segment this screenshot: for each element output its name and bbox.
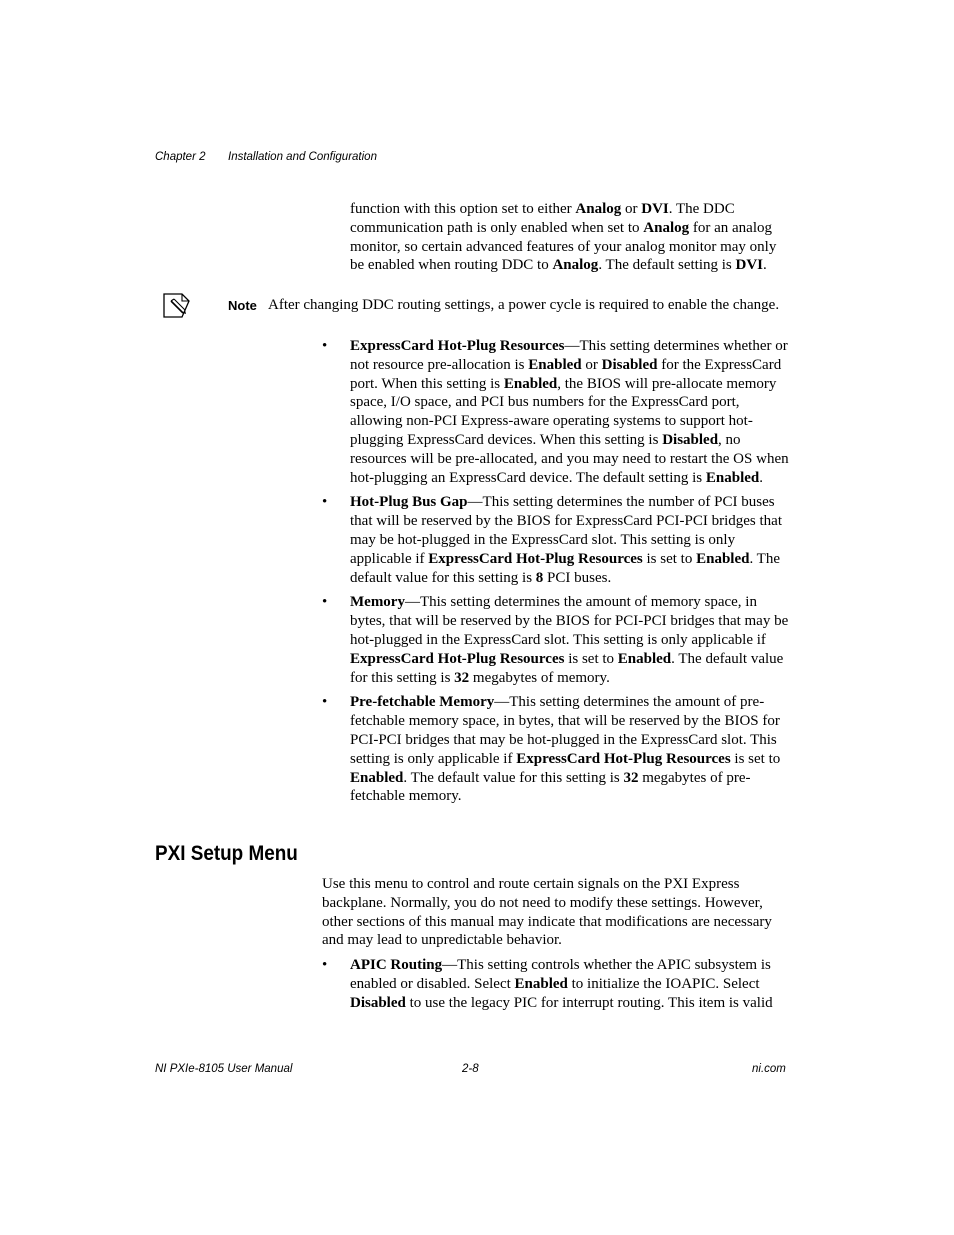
note-text: After changing DDC routing settings, a power cycle is required to enable the change. (268, 297, 780, 313)
bold-term: Enabled (617, 650, 672, 667)
bold-term: DVI (735, 257, 764, 274)
text: —This setting controls whether the APIC subsystem is enabled or disabled. Select (350, 957, 771, 992)
setting-name: ExpressCard Hot-Plug Resources (350, 338, 565, 354)
bold-term: 32 (623, 769, 639, 786)
text: . (759, 469, 764, 486)
bold-term: 32 (454, 669, 470, 686)
pxi-intro-paragraph: Use this menu to control and route certain signals on the PXI Express backplane. Normally, you do not need to modify these settings. However, other sections of this manual may indicate that modifications are necessary and may lead to unpredictable behavior. (322, 876, 772, 949)
pxi-settings-list (322, 956, 790, 1018)
text: megabytes of pre-fetchable memory. (350, 769, 751, 805)
text: to use the legacy PIC for interrupt routing. This item is valid (405, 994, 773, 1011)
text: . The DDC communication path is only enabled when set to (350, 201, 735, 236)
bullet-mark: • (322, 338, 328, 354)
text: is set to (730, 750, 781, 767)
text: —This setting determines the amount of pre-fetchable memory space, in bytes, that will be reserved by the BIOS for PCI-PCI bridges that may be hot-plugged in the ExpressCard slot. This setting is only applicable if (350, 694, 780, 767)
text: or (581, 356, 602, 373)
setting-name: Pre-fetchable Memory (350, 694, 495, 711)
list-item (322, 593, 790, 687)
text: . (763, 257, 767, 274)
intro-paragraph (350, 200, 790, 275)
bold-term: Enabled (696, 550, 750, 567)
text: megabytes of memory. (469, 669, 610, 686)
text: . The default setting is (598, 257, 736, 274)
text: or (621, 201, 642, 217)
list-item (322, 493, 790, 587)
bullet-mark: • (322, 957, 328, 973)
text: . The default value for this setting is (403, 769, 624, 786)
footer-page-number: 2-8 (462, 1063, 479, 1075)
text: is set to (564, 650, 618, 667)
text: . The default value for this setting is (350, 650, 784, 686)
bold-term: Enabled (503, 375, 558, 392)
setting-name: Hot-Plug Bus Gap (350, 494, 468, 511)
bold-term: Enabled (528, 356, 582, 373)
bold-term: Disabled (662, 431, 719, 448)
bold-term: Disabled (350, 994, 406, 1011)
setting-name: APIC Routing (350, 957, 443, 973)
bold-term: Enabled (514, 975, 568, 992)
bold-term: Analog (643, 219, 690, 236)
bold-term: ExpressCard Hot-Plug Resources (428, 550, 643, 567)
text: —This setting determines whether or not resource pre-allocation is (350, 338, 788, 373)
bold-term: 8 (535, 569, 544, 586)
bullet-mark: • (322, 594, 328, 611)
header-title: Installation and Configuration (228, 151, 377, 163)
bold-term: Analog (552, 257, 599, 274)
bold-term: ExpressCard Hot-Plug Resources (350, 650, 565, 667)
note-icon (162, 291, 192, 319)
bold-term: Disabled (601, 356, 658, 373)
list-item (322, 337, 790, 487)
header-chapter: Chapter 2 (155, 151, 206, 163)
text: . The default value for this setting is (350, 550, 781, 586)
text: function with this option set to either (350, 201, 576, 217)
list-item (322, 693, 790, 806)
text: is set to (642, 550, 697, 567)
bullet-mark: • (322, 694, 328, 711)
bold-term: DVI (641, 201, 669, 217)
bold-term: Enabled (350, 769, 404, 786)
bold-term: Analog (575, 201, 622, 217)
setting-name: Memory (350, 594, 405, 611)
bold-term: ExpressCard Hot-Plug Resources (516, 750, 731, 767)
text: , the BIOS will pre-allocate memory space, I/O space, and PCI bus numbers for the ExpressCard port, allowing non-PCI Express-aware operating systems to support hot-plugging ExpressCard devices. When this setting is (350, 375, 777, 448)
expresscard-settings-list (322, 337, 790, 812)
text: PCI buses. (543, 569, 612, 586)
text: —This setting determines the amount of memory space, in bytes, that will be reserved by the BIOS for PCI-PCI bridges that may be hot-plugged in the ExpressCard slot. This setting is only applicable if (350, 594, 789, 648)
bullet-mark: • (322, 494, 328, 511)
section-title: PXI Setup Menu (155, 842, 298, 865)
note-label: Note (228, 298, 257, 313)
footer-manual-title: NI PXIe-8105 User Manual (155, 1063, 293, 1075)
text: for an analog monitor, so certain advanced features of your analog monitor may only be enabled when routing DDC to (350, 219, 777, 274)
footer-website: ni.com (752, 1063, 786, 1075)
bold-term: Enabled (705, 469, 760, 486)
list-item (322, 956, 790, 1012)
text: to initialize the IOAPIC. Select (567, 975, 760, 992)
text: , no resources will be pre-allocated, and you may need to restart the OS when hot-plugging an ExpressCard device. The default setting is (350, 431, 789, 486)
text: —This setting determines the number of PCI buses that will be reserved by the BIOS for ExpressCard PCI-PCI bridges that may be hot-plugged in the ExpressCard slot. This setting is only applicable if (350, 494, 783, 567)
text: for the ExpressCard port. When this setting is (350, 356, 782, 392)
